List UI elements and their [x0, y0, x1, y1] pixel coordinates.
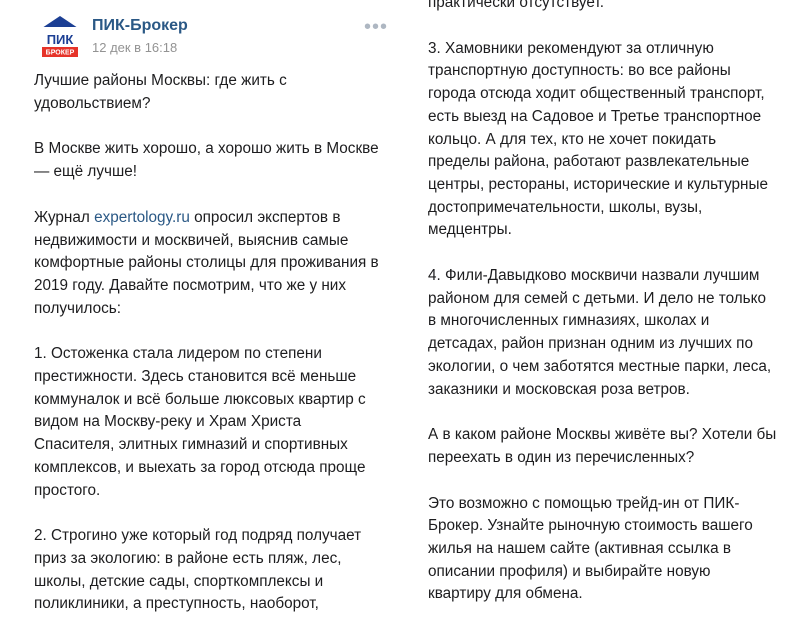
paragraph-fili: [428, 265, 780, 401]
text-line: города отсюда ходит общественный транспорт,: [428, 85, 765, 103]
text-line: престижности. Здесь становится всё меньше: [34, 368, 357, 386]
text-line: 2019 году. Давайте посмотрим, что же у них: [34, 276, 346, 294]
paragraph-intro: [34, 138, 394, 183]
text-line: поликлиники, а преступность, наоборот,: [34, 595, 319, 613]
text-line: практически отсутствует.: [428, 0, 604, 11]
logo-bottom-text: БРОКЕР: [45, 49, 75, 57]
text-line: в многочисленных гимназиях, школах и: [428, 312, 710, 330]
journal-prefix: Журнал: [34, 208, 95, 226]
text-line: — ещё лучше!: [34, 163, 137, 181]
pik-broker-logo[interactable]: [38, 14, 82, 58]
text-line: описании профиля) и выбирайте новую: [428, 562, 711, 580]
paragraph-trade-in: [428, 493, 780, 607]
ellipsis-icon[interactable]: •••: [364, 16, 389, 38]
post-right-column: [428, 0, 780, 629]
text-line: экологии, о чем заботятся местные парки, леса,: [428, 357, 772, 375]
text-line: центры, рестораны, исторические и культурные: [428, 175, 769, 193]
post-left-column: [34, 0, 394, 639]
author-name[interactable]: ПИК-Брокер: [92, 17, 188, 34]
text-line: комфортные районы столицы для проживания в: [34, 254, 379, 272]
text-line: медцентры.: [428, 221, 512, 239]
logo-top-text: ПИК: [46, 32, 74, 47]
text-line: районом для семей с детьми. И дело не только: [428, 289, 767, 307]
text-line: В Москве жить хорошо, а хорошо жить в Москве: [34, 140, 379, 158]
text-line: 3. Хамовники рекомендуют за отличную: [428, 39, 714, 57]
text-line: пределы района, работают развлекательные: [428, 153, 750, 171]
text-line: А в каком районе Москвы живёте вы? Хотели бы: [428, 426, 777, 444]
text-line: школы, детские сады, спорткомплексы и: [34, 572, 324, 590]
text-line: получилось:: [34, 299, 122, 317]
expertology-link[interactable]: expertology.ru: [94, 208, 190, 226]
paragraph-title: [34, 70, 394, 115]
paragraph-strogino: [34, 525, 394, 616]
text-line: 2. Строгино уже который год подряд получает: [34, 527, 362, 545]
text-line: кольцо. А для тех, кто не хочет покидать: [428, 130, 717, 148]
text-line: квартиру для обмена.: [428, 585, 583, 603]
paragraph-khamovniki: [428, 38, 780, 242]
text-line: заказники и московская роза ветров.: [428, 380, 690, 398]
text-line: Брокер. Узнайте рыночную стоимость вашего: [428, 517, 753, 535]
text-line: простого.: [34, 481, 101, 499]
text-line: транспортную доступность: во все районы: [428, 62, 731, 80]
text-line: переехать в один из перечисленных?: [428, 448, 695, 466]
text-line: приз за экологию: в районе есть пляж, лес,: [34, 549, 342, 567]
text-line: 4. Фили-Давыдково москвичи назвали лучшим: [428, 267, 760, 285]
text-line: видом на Москву-реку и Храм Христа: [34, 413, 302, 431]
paragraph-question: [428, 424, 780, 469]
paragraph-ostozhenka: [34, 343, 394, 502]
text-line: детсадах, район признан одним из лучших по: [428, 335, 753, 353]
text-line: жилья на нашем сайте (активная ссылка в: [428, 540, 731, 558]
post-date[interactable]: 12 дек в 16:18: [92, 40, 178, 55]
text-line: коммуналок и всё больше люксовых квартир с: [34, 390, 366, 408]
paragraph-journal: [34, 207, 394, 321]
post-header: [34, 0, 394, 70]
paragraph-strogino-end: [428, 0, 780, 15]
text-line: достопримечательности, школы, вузы,: [428, 198, 703, 216]
text-line: есть выезд на Садовое и Третье транспортное: [428, 107, 762, 125]
text-line: Это возможно с помощью трейд-ин от ПИК-: [428, 494, 740, 512]
text-line: 1. Остоженка стала лидером по степени: [34, 345, 322, 363]
text-line: Спасителя, элитных гимназий и спортивных: [34, 436, 348, 454]
text-line: Лучшие районы Москвы: где жить с: [34, 72, 287, 89]
text-line: недвижимости и москвичей, выяснив самые: [34, 231, 349, 249]
text-line: комплексов, и выехать за город отсюда проще: [34, 458, 366, 476]
journal-suffix: опросил экспертов в: [189, 208, 341, 226]
text-line: удовольствием?: [34, 94, 151, 112]
